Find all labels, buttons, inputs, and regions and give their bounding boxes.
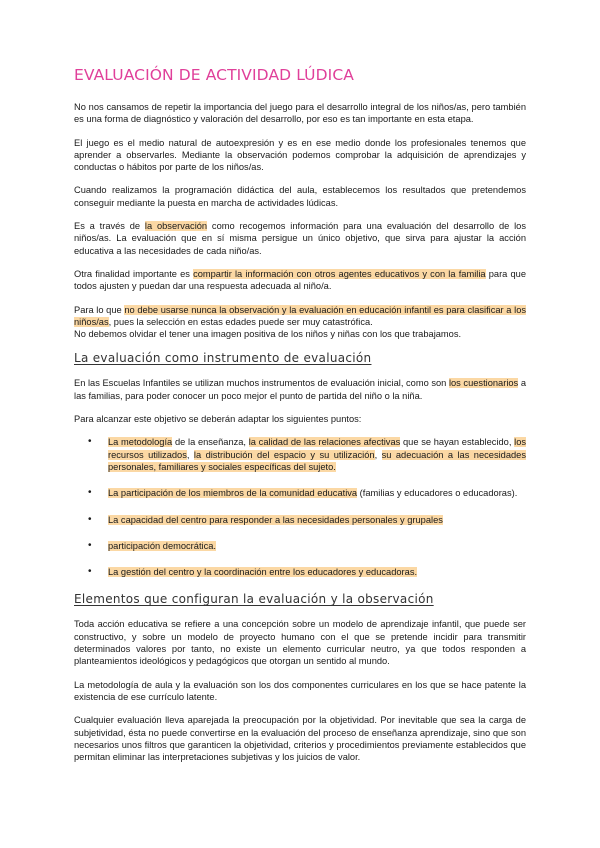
paragraph-objetivo: Para alcanzar este objetivo se deberán adaptar los siguientes puntos: — [74, 414, 362, 425]
paragraph-escuelas — [74, 377, 526, 402]
paragraph-imagen-positiva: No debemos olvidar el tener una imagen positiva de los niños y niñas con los que trabajamos. — [74, 329, 462, 340]
list-item — [74, 514, 526, 526]
paragraph-juego: El juego es el medio natural de autoexpresión y es en ese medio donde los profesionales tenemos que aprender a observarles. Mediante la observación podemos comprobar la adquisición de aprendizajes y conductas o hábitos por parte de los niños/as. — [74, 137, 526, 173]
list-item — [74, 487, 526, 499]
paragraph-objetividad: Cualquier evaluación lleva aparejada la preocupación por la objetividad. Por inevitable que sea la carga de subjetividad, ésta no puede convertirse en la evaluación del proceso de enseñanza aprendizaje, sino que son necesarios unos filtros que garanticen la objetividad, criterios y procedimientos previamente establecidos que permitan eliminar las interpretaciones subjetivas y los juicios de valor. — [74, 715, 526, 763]
bullet-list — [74, 436, 526, 578]
highlight: la calidad de las relaciones afectivas — [248, 437, 401, 448]
highlight: compartir la información con otros agentes educativos y con la familia — [193, 268, 486, 279]
text-run: Es a través de — [74, 221, 145, 232]
highlight: su adecuación a las necesidades personales, familiares y sociales específicas del sujeto. — [108, 449, 526, 472]
list-item — [74, 540, 526, 552]
list-item — [74, 436, 526, 473]
highlight: los cuestionarios — [448, 378, 519, 389]
text-run: , — [186, 449, 194, 460]
text-run: , pues la selección en estas edades puede ser muy catastrófica. — [108, 316, 373, 327]
text-run: En las Escuelas Infantiles se utilizan muchos instrumentos de evaluación inicial, como son — [74, 378, 449, 389]
text-run: que se hayan establecido, — [400, 437, 515, 448]
paragraph-intro: No nos cansamos de repetir la importancia del juego para el desarrollo integral de los niños/as, pero también es una forma de diagnóstico y valoración del desarrollo, por eso es tan importante en esta etapa. — [74, 102, 526, 125]
section-heading-evaluacion: La evaluación como instrumento de evaluación — [74, 351, 372, 366]
highlight: los recursos utilizados — [108, 437, 527, 460]
highlight: no debe usarse nunca la observación y la evaluación en educación infantil es para clasificar a los niños/as — [74, 304, 527, 327]
list-item — [74, 566, 526, 578]
paragraph-metodologia: La metodología de aula y la evaluación son los dos componentes curriculares en los que se hace patente la existencia de ese currículo latente. — [74, 679, 526, 702]
highlight: La participación de los miembros de la comunidad educativa — [108, 488, 358, 499]
section-heading-elementos: Elementos que configuran la evaluación y la observación — [74, 592, 434, 607]
text-run: como recogemos información para una evaluación del desarrollo de los niños/as. La evaluación que en sí misma persigue un único objetivo, que sirva para ajustar la acción educativa a las necesidades de cada niño/as. — [74, 221, 527, 256]
document-title: EVALUACIÓN DE ACTIVIDAD LÚDICA — [74, 66, 354, 84]
text-run: para que todos ajusten y puedan dar una respuesta adecuada al niño/a. — [74, 268, 527, 292]
text-run: Para lo que — [74, 304, 125, 315]
text-run: , — [374, 449, 382, 460]
highlight: participación democrática. — [108, 540, 216, 551]
paragraph-programacion: Cuando realizamos la programación didáctica del aula, establecemos los resultados que pretendemos conseguir mediante la puesta en marcha de actividades lúdicas. — [74, 185, 526, 208]
text-run: de la enseñanza, — [172, 437, 249, 448]
highlight: La capacidad del centro para responder a las necesidades personales y grupales — [108, 514, 443, 525]
text-run: Otra finalidad importante es — [74, 268, 194, 279]
paragraph-accion-educativa: Toda acción educativa se refiere a una concepción sobre un modelo de aprendizaje infantil, que puede ser constructivo, y sobre un modelo de proyecto humano con el que se pretende incidir para transmitir determinados valores por tanto, no existe un elemento curricular neutro, ya que todos responden a planteamientos ideológicos y pedagógicos que otorgan un sentido al mundo. — [74, 619, 526, 667]
paragraph-observacion — [74, 220, 526, 257]
paragraph-finalidad — [74, 268, 526, 293]
text-run: (familias y educadores o educadoras). — [357, 488, 518, 499]
highlight: La metodología — [108, 437, 173, 448]
text-run: a las familias, para poder conocer un poco mejor el punto de partida del niño o la niña. — [74, 378, 526, 401]
highlight: la observación — [144, 221, 208, 232]
highlight: la distribución del espacio y su utilización — [193, 449, 375, 460]
highlight: La gestión del centro y la coordinación entre los educadores y educadoras. — [108, 567, 418, 578]
paragraph-clasificar — [74, 304, 526, 329]
